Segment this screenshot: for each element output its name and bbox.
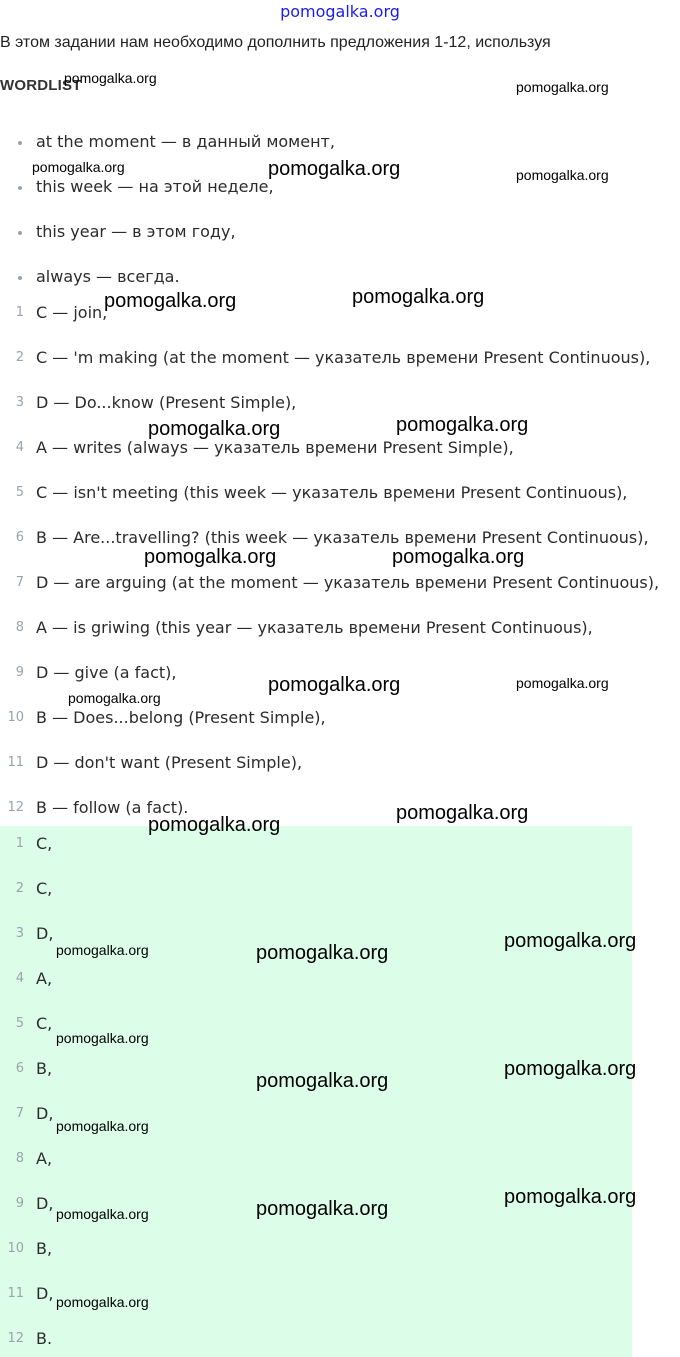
item-number: 1: [15, 836, 24, 851]
item-number: 11: [7, 1286, 24, 1301]
explanation-text: C — 'm making (at the moment — указатель времени Present Continuous),: [36, 348, 651, 367]
item-number: 7: [15, 575, 24, 590]
item-number: 7: [15, 1106, 24, 1121]
watermark: pomogalka.org: [516, 675, 609, 691]
item-number: 8: [15, 620, 24, 635]
item-number: 10: [7, 1241, 24, 1256]
answer-text: D,: [36, 1284, 54, 1303]
explanation-text: D — don't want (Present Simple),: [36, 753, 303, 772]
watermark: pomogalka.org: [396, 414, 529, 436]
answer-text: B,: [36, 1239, 53, 1258]
explanation-text: B — Are...travelling? (this week — указатель времени Present Continuous),: [36, 528, 649, 547]
explanation-text: D — give (a fact),: [36, 663, 177, 682]
explanation-text: B — follow (a fact).: [36, 798, 189, 817]
wordlist-item-text: always — всегда.: [36, 267, 180, 286]
answer-text: D,: [36, 1104, 54, 1123]
answer-text: B.: [36, 1329, 53, 1348]
bullet-icon: [18, 276, 22, 280]
item-number: 12: [7, 800, 24, 815]
watermark: pomogalka.org: [56, 942, 149, 958]
watermark: pomogalka.org: [256, 1198, 389, 1220]
wordlist-item-text: at the moment — в данный момент,: [36, 132, 335, 151]
watermark: pomogalka.org: [516, 167, 609, 183]
item-number: 4: [15, 971, 24, 986]
watermark: pomogalka.org: [56, 1030, 149, 1046]
watermark: pomogalka.org: [256, 942, 389, 964]
watermark: pomogalka.org: [56, 1206, 149, 1222]
site-title[interactable]: pomogalka.org: [280, 2, 400, 21]
explanation-text: D — Do...know (Present Simple),: [36, 393, 297, 412]
watermark: pomogalka.org: [504, 1058, 637, 1080]
answer-text: D,: [36, 1194, 54, 1213]
item-number: 5: [15, 1016, 24, 1031]
item-number: 3: [15, 926, 24, 941]
watermark: pomogalka.org: [396, 802, 529, 824]
item-number: 4: [15, 440, 24, 455]
watermark: pomogalka.org: [68, 690, 161, 706]
watermark: pomogalka.org: [104, 290, 237, 312]
watermark: pomogalka.org: [56, 1118, 149, 1134]
bullet-icon: [18, 141, 22, 145]
explanation-text: C — join,: [36, 303, 108, 322]
item-number: 6: [15, 530, 24, 545]
item-number: 2: [15, 881, 24, 896]
item-number: 3: [15, 395, 24, 410]
watermark: pomogalka.org: [144, 546, 277, 568]
item-number: 10: [7, 710, 24, 725]
explanation-text: B — Does...belong (Present Simple),: [36, 708, 326, 727]
wordlist-item-text: this year — в этом году,: [36, 222, 236, 241]
wordlist-item-text: this week — на этой неделе,: [36, 177, 274, 196]
item-number: 2: [15, 350, 24, 365]
item-number: 6: [15, 1061, 24, 1076]
item-number: 11: [7, 755, 24, 770]
watermark: pomogalka.org: [352, 286, 485, 308]
explanation-text: D — are arguing (at the moment — указатель времени Present Continuous),: [36, 573, 660, 592]
watermark: pomogalka.org: [516, 79, 609, 95]
watermark: pomogalka.org: [256, 1070, 389, 1092]
watermark: pomogalka.org: [268, 674, 401, 696]
explanation-text: A — writes (always — указатель времени Present Simple),: [36, 438, 514, 457]
item-number: 8: [15, 1151, 24, 1166]
watermark: pomogalka.org: [64, 70, 157, 86]
watermark: pomogalka.org: [504, 1186, 637, 1208]
item-number: 9: [15, 1196, 24, 1211]
watermark: pomogalka.org: [268, 158, 401, 180]
watermark: pomogalka.org: [56, 1294, 149, 1310]
bullet-icon: [18, 231, 22, 235]
answer-text: C,: [36, 879, 53, 898]
bullet-icon: [18, 186, 22, 190]
watermark: pomogalka.org: [148, 814, 281, 836]
answer-text: B,: [36, 1059, 53, 1078]
explanation-text: C — isn't meeting (this week — указатель времени Present Continuous),: [36, 483, 628, 502]
watermark: pomogalka.org: [32, 159, 125, 175]
item-number: 12: [7, 1331, 24, 1346]
item-number: 5: [15, 485, 24, 500]
answer-text: A,: [36, 1149, 53, 1168]
watermark: pomogalka.org: [392, 546, 525, 568]
answer-text: C,: [36, 834, 53, 853]
answer-text: C,: [36, 1014, 53, 1033]
wordlist-heading: WORDLIST: [0, 77, 82, 94]
item-number: 9: [15, 665, 24, 680]
explanation-text: A — is griwing (this year — указатель времени Present Continuous),: [36, 618, 593, 637]
intro-text: В этом задании нам необходимо дополнить предложения 1-12, используя: [0, 34, 551, 51]
answer-text: D,: [36, 924, 54, 943]
watermark: pomogalka.org: [504, 930, 637, 952]
item-number: 1: [15, 305, 24, 320]
answer-text: A,: [36, 969, 53, 988]
watermark: pomogalka.org: [148, 418, 281, 440]
